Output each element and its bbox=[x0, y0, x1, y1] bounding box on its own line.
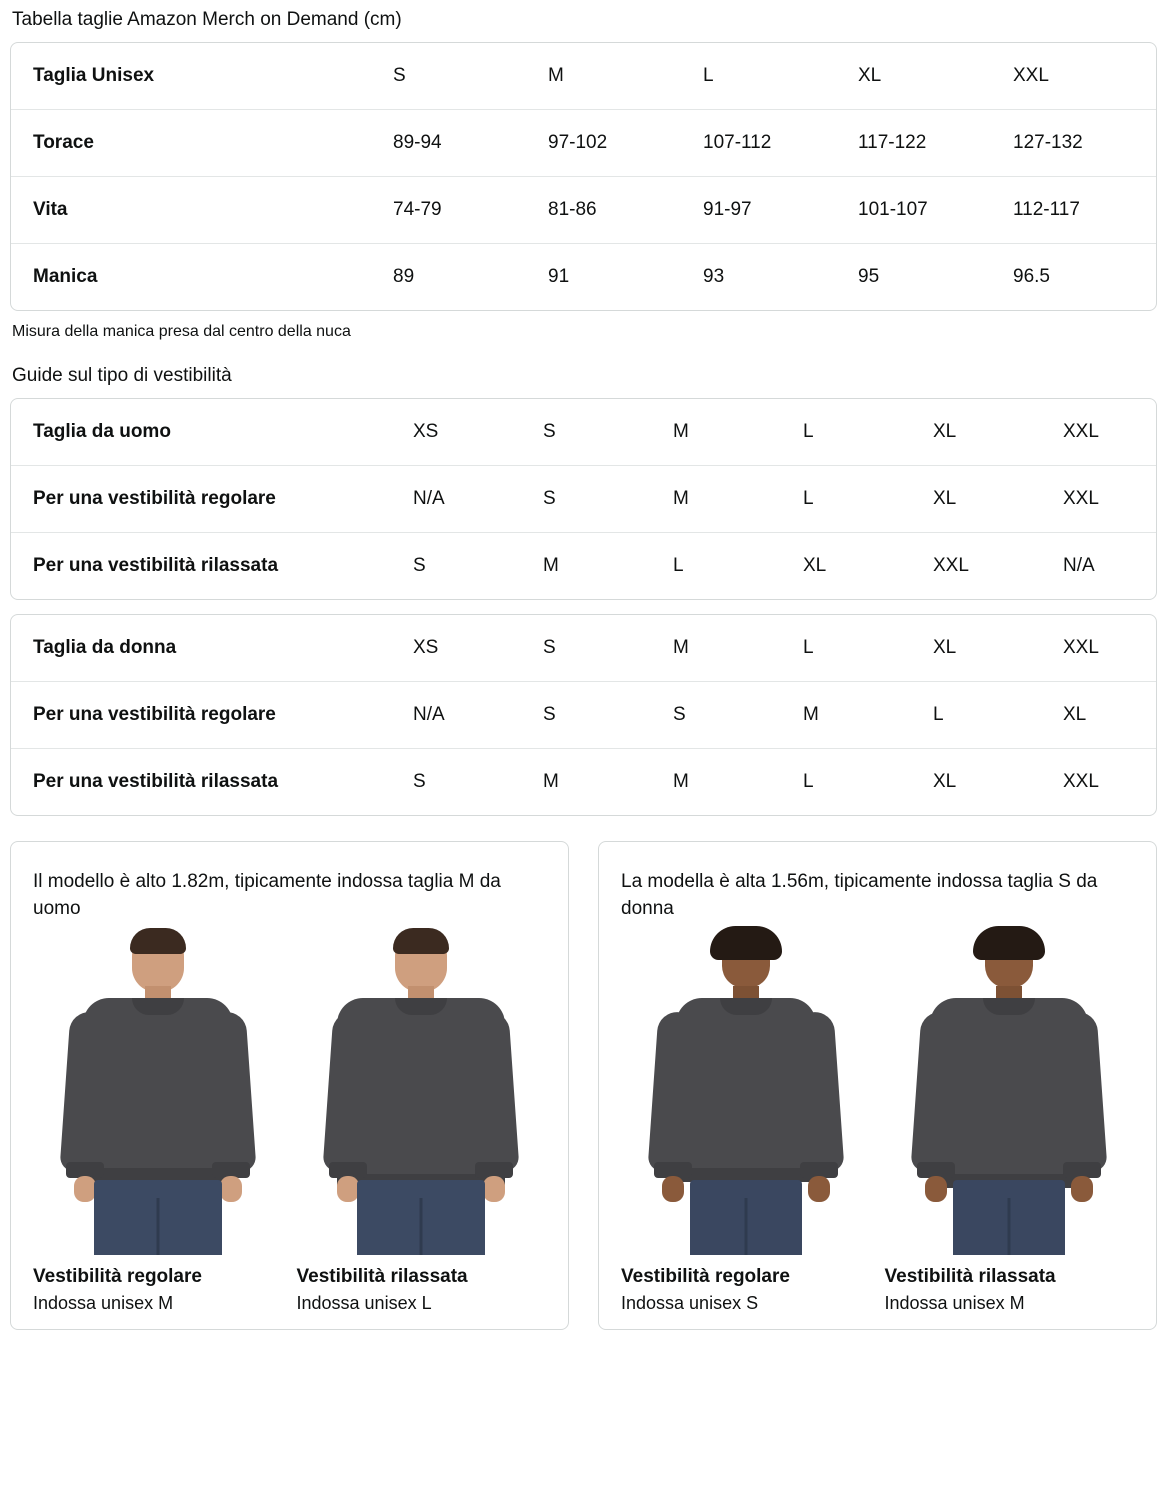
cell: XXL bbox=[1063, 466, 1157, 533]
cell: M bbox=[803, 682, 933, 749]
sweatshirt-body bbox=[83, 998, 233, 1178]
cell: 95 bbox=[858, 266, 880, 287]
cell: 107-112 bbox=[703, 110, 858, 177]
jeans-shape bbox=[94, 1180, 222, 1255]
table-row bbox=[11, 533, 1157, 600]
men-fit-table bbox=[11, 399, 1157, 599]
cell: 81-86 bbox=[548, 177, 703, 244]
cell: N/A bbox=[413, 466, 543, 533]
cell: L bbox=[673, 555, 684, 576]
male-relaxed-fit-figure bbox=[297, 930, 547, 1315]
cell: M bbox=[673, 771, 689, 792]
figure-title: Vestibilità regolare bbox=[33, 1266, 202, 1287]
cell: L bbox=[703, 43, 858, 110]
cell: 97-102 bbox=[548, 110, 703, 177]
female-relaxed-fit-figure bbox=[885, 930, 1135, 1315]
cell: L bbox=[803, 771, 814, 792]
fit-guides-heading: Guide sul tipo di vestibilità bbox=[12, 365, 232, 386]
cell: 96.5 bbox=[1013, 266, 1050, 287]
cell: XXL bbox=[1063, 615, 1157, 682]
sweatshirt-body bbox=[337, 998, 505, 1184]
cell: S bbox=[393, 43, 548, 110]
unisex-size-table bbox=[11, 43, 1157, 310]
figure-subtitle: Indossa unisex M bbox=[33, 1293, 174, 1313]
figure-title: Vestibilità regolare bbox=[621, 1266, 790, 1287]
row-label: Per una vestibilità rilassata bbox=[33, 555, 279, 576]
table-row bbox=[11, 399, 1157, 466]
row-label: Taglia da donna bbox=[11, 615, 413, 682]
cell: S bbox=[543, 466, 673, 533]
male-model-card bbox=[10, 841, 569, 1330]
figure-subtitle: Indossa unisex L bbox=[296, 1293, 432, 1313]
hand-left bbox=[337, 1176, 359, 1202]
cell: N/A bbox=[413, 682, 543, 749]
cell: XS bbox=[413, 615, 543, 682]
cell: XL bbox=[933, 399, 1063, 466]
women-fit-table bbox=[11, 615, 1157, 815]
hair-shape bbox=[973, 926, 1045, 960]
cell: M bbox=[548, 43, 703, 110]
table-row bbox=[11, 682, 1157, 749]
hand-right bbox=[808, 1176, 830, 1202]
hair-shape bbox=[130, 928, 186, 954]
model-photos-section bbox=[10, 841, 1157, 1330]
figure-subtitle: Indossa unisex S bbox=[621, 1293, 759, 1313]
cell: 101-107 bbox=[858, 177, 1013, 244]
sweatshirt-body bbox=[930, 998, 1088, 1184]
jeans-shape bbox=[690, 1180, 802, 1255]
cell: 127-132 bbox=[1013, 110, 1157, 177]
cell: XL bbox=[1063, 682, 1157, 749]
female-relaxed-fit-photo bbox=[885, 930, 1135, 1255]
row-label: Per una vestibilità rilassata bbox=[33, 771, 279, 792]
sleeve-measure-note: Misura della manica presa dal centro della nuca bbox=[12, 323, 351, 340]
hair-shape bbox=[710, 926, 782, 960]
cell: 89-94 bbox=[393, 110, 548, 177]
cell: 91 bbox=[548, 266, 570, 287]
row-label: Manica bbox=[33, 266, 98, 287]
cell: L bbox=[803, 399, 933, 466]
table-row bbox=[11, 615, 1157, 682]
row-label: Vita bbox=[11, 177, 393, 244]
cell: 89 bbox=[393, 266, 415, 287]
cell: 74-79 bbox=[393, 177, 548, 244]
hand-left bbox=[925, 1176, 947, 1202]
jeans-shape bbox=[357, 1180, 485, 1255]
row-label: Taglia da uomo bbox=[11, 399, 413, 466]
male-regular-fit-figure bbox=[33, 930, 283, 1315]
female-model-card bbox=[598, 841, 1157, 1330]
hair-shape bbox=[393, 928, 449, 954]
person-illustration bbox=[53, 930, 263, 1255]
row-label: Per una vestibilità regolare bbox=[11, 682, 413, 749]
cell: XL bbox=[858, 43, 1013, 110]
female-model-caption: La modella è alta 1.56m, tipicamente indossa taglia S da donna bbox=[621, 871, 1098, 919]
unisex-size-table-card bbox=[10, 42, 1157, 311]
cell: XL bbox=[933, 466, 1063, 533]
cell: 93 bbox=[703, 266, 725, 287]
hand-right bbox=[220, 1176, 242, 1202]
cell: S bbox=[413, 555, 426, 576]
table-row bbox=[11, 244, 1157, 311]
male-relaxed-fit-photo bbox=[297, 930, 547, 1255]
hand-left bbox=[74, 1176, 96, 1202]
cell: L bbox=[933, 682, 1063, 749]
cell: S bbox=[673, 682, 803, 749]
cell: XL bbox=[933, 771, 957, 792]
cell: XXL bbox=[1063, 399, 1157, 466]
male-model-caption: Il modello è alto 1.82m, tipicamente indossa taglia M da uomo bbox=[33, 871, 501, 919]
cell: S bbox=[543, 682, 673, 749]
men-fit-table-card bbox=[10, 398, 1157, 600]
hand-right bbox=[483, 1176, 505, 1202]
cell: L bbox=[803, 615, 933, 682]
cell: 112-117 bbox=[1013, 177, 1157, 244]
female-regular-fit-photo bbox=[621, 930, 871, 1255]
hand-right bbox=[1071, 1176, 1093, 1202]
male-regular-fit-photo bbox=[33, 930, 283, 1255]
table-row bbox=[11, 749, 1157, 816]
cell: S bbox=[543, 615, 673, 682]
cell: M bbox=[673, 399, 803, 466]
row-label: Torace bbox=[11, 110, 393, 177]
cell: M bbox=[543, 771, 559, 792]
person-illustration bbox=[904, 930, 1114, 1255]
cell: XL bbox=[933, 615, 1063, 682]
jeans-shape bbox=[953, 1180, 1065, 1255]
cell: 91-97 bbox=[703, 177, 858, 244]
row-label: Taglia Unisex bbox=[11, 43, 393, 110]
women-fit-table-card bbox=[10, 614, 1157, 816]
figure-title: Vestibilità rilassata bbox=[296, 1266, 468, 1287]
table-row bbox=[11, 466, 1157, 533]
cell: 117-122 bbox=[858, 110, 1013, 177]
cell: S bbox=[543, 399, 673, 466]
cell: M bbox=[673, 615, 803, 682]
row-label: Per una vestibilità regolare bbox=[11, 466, 413, 533]
figure-title: Vestibilità rilassata bbox=[884, 1266, 1056, 1287]
person-illustration bbox=[316, 930, 526, 1255]
person-illustration bbox=[641, 930, 851, 1255]
hand-left bbox=[662, 1176, 684, 1202]
cell: M bbox=[543, 555, 559, 576]
table-row bbox=[11, 110, 1157, 177]
female-regular-fit-figure bbox=[621, 930, 871, 1315]
sweatshirt-body bbox=[676, 998, 816, 1178]
cell: XS bbox=[413, 399, 543, 466]
cell: XXL bbox=[1013, 43, 1157, 110]
cell: M bbox=[673, 466, 803, 533]
cell: XXL bbox=[933, 555, 969, 576]
cell: XXL bbox=[1063, 771, 1099, 792]
figure-subtitle: Indossa unisex M bbox=[884, 1293, 1025, 1313]
cell: XL bbox=[803, 555, 827, 576]
table-row bbox=[11, 177, 1157, 244]
table-row bbox=[11, 43, 1157, 110]
page-title: Tabella taglie Amazon Merch on Demand (cm) bbox=[12, 9, 402, 30]
cell: S bbox=[413, 771, 426, 792]
cell: N/A bbox=[1063, 555, 1095, 576]
cell: L bbox=[803, 466, 933, 533]
